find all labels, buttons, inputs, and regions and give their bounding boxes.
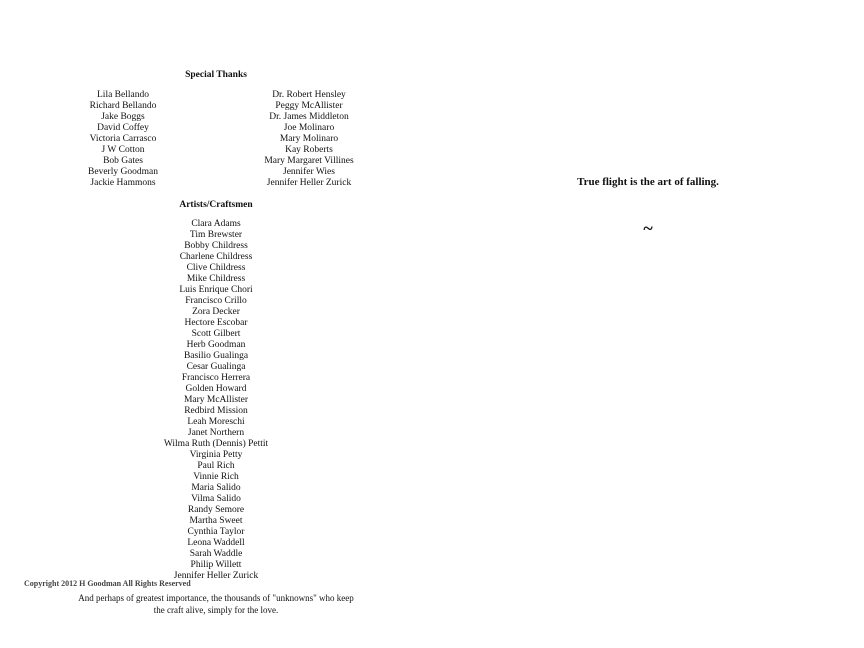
list-item: Basilio Gualinga (183, 351, 249, 361)
list-item: Cynthia Taylor (187, 527, 245, 537)
list-item: Janet Northern (187, 428, 245, 438)
list-item: Leah Moreschi (187, 417, 245, 427)
list-item: Scott Gilbert (191, 329, 241, 339)
list-item: Mary Margaret Villines (264, 156, 354, 166)
list-item: Leona Waddell (187, 538, 245, 548)
list-item: Sarah Waddle (189, 549, 243, 559)
list-item: Jackie Hammons (90, 178, 156, 188)
special-thanks-right-column (234, 90, 384, 189)
list-item: Bob Gates (103, 156, 143, 166)
list-item: Richard Bellando (89, 101, 157, 111)
list-item: Charlene Childress (179, 252, 253, 262)
list-item: Joe Molinaro (283, 123, 335, 133)
quote: True flight is the art of falling. (577, 176, 719, 188)
closing-line-2: the craft alive, simply for the love. (153, 605, 279, 615)
artists-list (116, 219, 316, 582)
special-thanks-heading: Special Thanks (185, 70, 247, 80)
list-item: Beverly Goodman (88, 167, 158, 177)
list-item: Mary Molinaro (279, 134, 339, 144)
list-item: Clara Adams (191, 219, 241, 229)
list-item: Bobby Childress (184, 241, 248, 251)
list-item: Zora Decker (192, 307, 240, 317)
closing-note (56, 592, 376, 616)
special-thanks-left-column (56, 90, 190, 189)
tilde-ornament: ~ (643, 218, 653, 238)
list-item: Philip Willett (190, 560, 242, 570)
list-item: Dr. Robert Hensley (272, 90, 346, 100)
list-item: Randy Semore (187, 505, 245, 515)
list-item: Virginia Petty (189, 450, 243, 460)
list-item: Dr. James Middleton (269, 112, 349, 122)
list-item: Hectore Escobar (184, 318, 248, 328)
list-item: Mary McAllister (183, 395, 249, 405)
list-item: Kay Roberts (285, 145, 333, 155)
list-item: Tim Brewster (189, 230, 243, 240)
list-item: Jennifer Heller Zurick (173, 571, 259, 581)
list-item: Vilma Salido (191, 494, 241, 504)
list-item: Herb Goodman (186, 340, 246, 350)
list-item: Vinnie Rich (193, 472, 239, 482)
closing-line-1: And perhaps of greatest importance, the thousands of "unknowns" who keep (78, 593, 354, 603)
list-item: Francisco Crillo (185, 296, 247, 306)
list-item: Jennifer Wies (283, 167, 335, 177)
list-item: David Coffey (97, 123, 149, 133)
list-item: Mike Childress (186, 274, 246, 284)
list-item: Martha Sweet (189, 516, 243, 526)
list-item: Paul Rich (197, 461, 235, 471)
list-item: Lila Bellando (97, 90, 149, 100)
list-item: Maria Salido (191, 483, 241, 493)
artists-heading: Artists/Craftsmen (179, 200, 253, 210)
list-item: J W Cotton (101, 145, 145, 155)
list-item: Jennifer Heller Zurick (266, 178, 352, 188)
list-item: Clive Childress (186, 263, 246, 273)
list-item: Redbird Mission (184, 406, 248, 416)
list-item: Francisco Herrera (181, 373, 251, 383)
list-item: Luis Enrique Chori (179, 285, 253, 295)
list-item: Victoria Carrasco (89, 134, 157, 144)
list-item: Wilma Ruth (Dennis) Pettit (163, 439, 269, 449)
copyright-notice: Copyright 2012 H Goodman All Rights Reserved (24, 579, 191, 588)
list-item: Cesar Gualinga (186, 362, 246, 372)
list-item: Peggy McAllister (275, 101, 343, 111)
list-item: Jake Boggs (101, 112, 145, 122)
list-item: Golden Howard (185, 384, 247, 394)
